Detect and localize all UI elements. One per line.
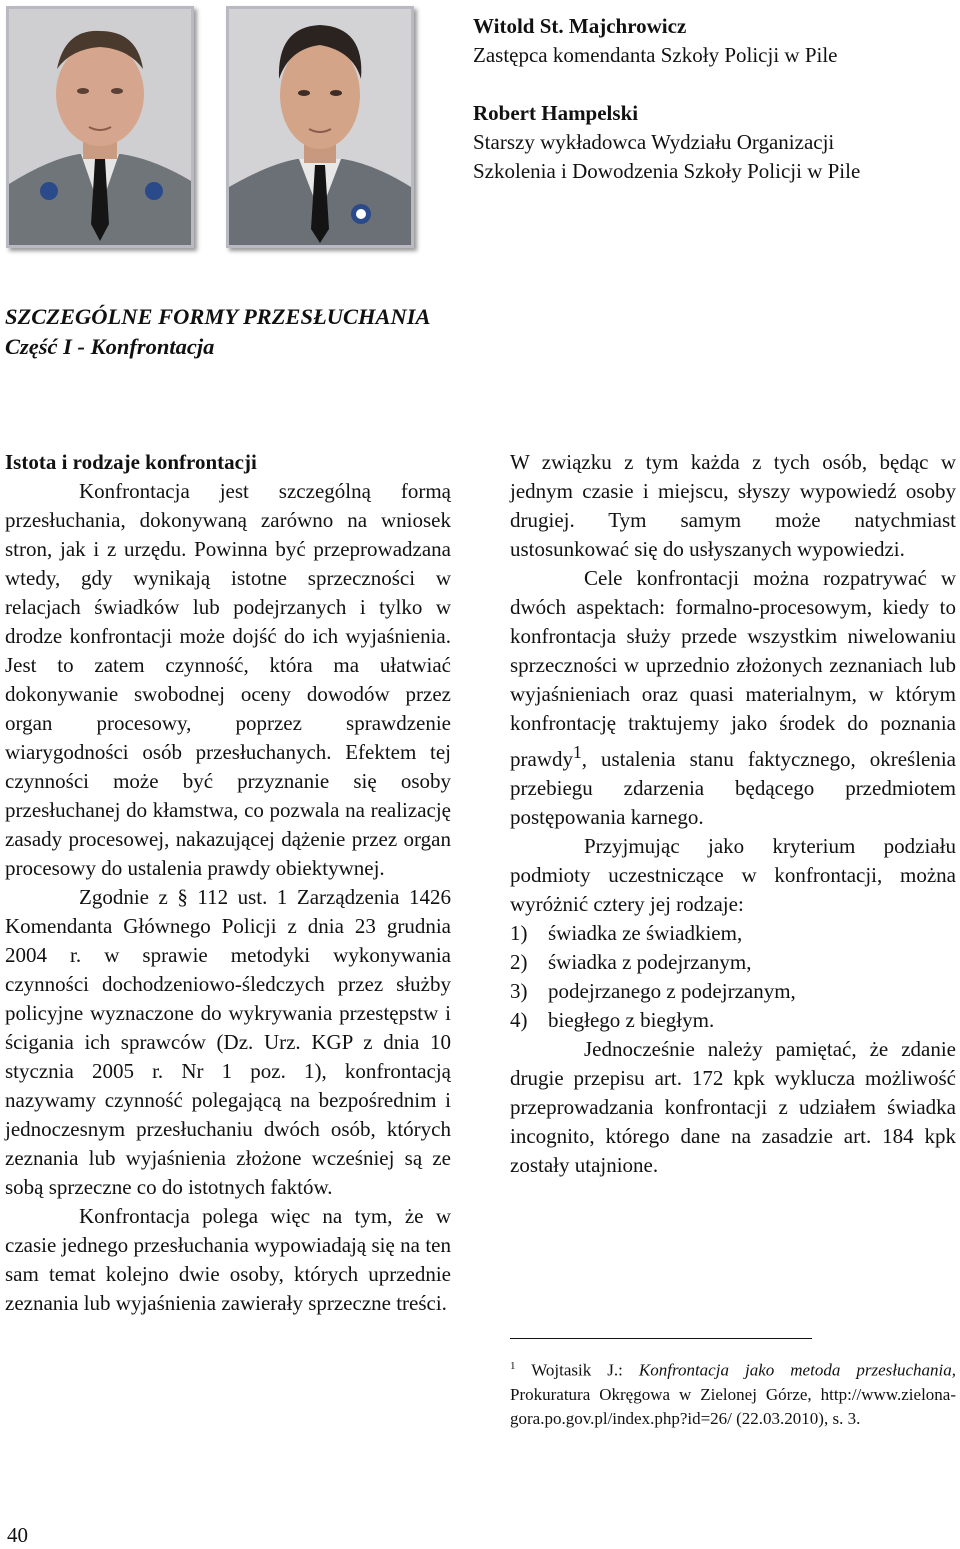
list-text: podejrzanego z podejrzanym,	[548, 979, 796, 1003]
author-1	[473, 12, 943, 70]
footnote-title: Konfrontacja jako metoda przesłuchania,	[638, 1360, 956, 1380]
author-photo-hampelski	[226, 6, 414, 248]
types-list	[510, 919, 956, 1035]
list-text: świadka ze świadkiem,	[548, 921, 743, 945]
author-2	[473, 99, 943, 186]
list-item	[510, 1006, 956, 1035]
list-item	[510, 948, 956, 977]
footnote-source: Prokuratura Okręgowa w Zielonej Górze, http://www.zielona-gora.po.gov.pl/index.php?id=26/ (22.03.2010), s. 3.	[510, 1384, 956, 1428]
paragraph: Konfrontacja jest szczególną formą przesłuchania, dokonywaną zarówno na wniosek stron, jak i z urzędu. Powinna być przeprowadzana wtedy, gdy wynikają istotne sprzeczności w relacjach świadków lub podejrzanych i tylko w drodze konfrontacji może dojść do ich wyjaśnienia. Jest to zatem czynność, która ma ułatwiać dokonywanie swobodnej oceny dowodów przez organ procesowy, poprzez sprawdzenie wiarygodności osób przesłuchanych. Efektem tej czynności może być przyznanie się osoby przesłuchanej do kłamstwa, co pozwala na realizację zasady procesowej, nakazującej dążenie przez organ procesowy do ustalenia prawdy obiektywnej.	[5, 479, 451, 880]
authors-block	[473, 12, 943, 215]
left-column	[5, 448, 451, 1318]
list-number: 4)	[510, 1008, 528, 1032]
paragraph: W związku z tym każda z tych osób, będąc w jednym czasie i miejscu, słyszy wypowiedź osoby drugiej. Tym samym może natychmiast ustosunkować się do usłyszanych wypowiedzi.	[510, 450, 956, 561]
section-heading: Istota i rodzaje konfrontacji	[5, 450, 257, 474]
paragraph: Przyjmując jako kryterium podziału podmioty uczestniczące w konfrontacji, można wyróżnić cztery jej rodzaje:	[510, 834, 956, 916]
article-title	[5, 302, 430, 362]
author-photo-majchrowicz	[6, 6, 194, 248]
author-name: Robert Hampelski	[473, 101, 639, 125]
paragraph	[510, 564, 956, 832]
list-number: 3)	[510, 979, 528, 1003]
author-role: Zastępca komendanta Szkoły Policji w Pile	[473, 43, 838, 67]
paragraph: Zgodnie z § 112 ust. 1 Zarządzenia 1426 Komendanta Głównego Policji z dnia 23 grudnia 2004 r. w sprawie metodyki wykonywania czynności dochodzeniowo-śledczych przez służby policyjne wyznaczone do wykrywania przestępstw i ścigania ich sprawców (Dz. Urz. KGP z dnia 10 stycznia 2005 r. Nr 1 poz. 1), konfrontacją nazywamy czynność polegającą na bezpośrednim i jednoczesnym przesłuchaniu dwóch osób, których zeznania lub wyjaśnienia złożone wcześniej są ze sobą sprzeczne co do istotnych faktów.	[5, 885, 451, 1199]
list-text: biegłego z biegłym.	[548, 1008, 715, 1032]
footnote-divider	[510, 1338, 812, 1339]
right-column	[510, 448, 956, 1180]
page-number: 40	[7, 1523, 28, 1547]
article-title-sub: Część I - Konfrontacja	[5, 334, 215, 359]
list-number: 2)	[510, 950, 528, 974]
paragraph: Jednocześnie należy pamiętać, że zdanie drugie przepisu art. 172 kpk wyklucza możliwość przeprowadzania konfrontacji z udziałem świadka incognito, którego dane na zasadzie art. 184 kpk zostały utajnione.	[510, 1037, 956, 1177]
author-name: Witold St. Majchrowicz	[473, 14, 687, 38]
paragraph: Konfrontacja polega więc na tym, że w czasie jednego przesłuchania wypowiadają się na ten sam temat kolejno dwie osoby, których uprzednie zeznania lub wyjaśnienia zawierały sprzeczne treści.	[5, 1204, 451, 1315]
list-number: 1)	[510, 921, 528, 945]
paragraph-text: Cele konfrontacji można rozpatrywać w dwóch aspektach: formalno-procesowym, kiedy to konfrontacja służy przede wszystkim niwelowaniu sprzeczności w uprzednio złożonych zeznaniach lub wyjaśnieniach oraz quasi materialnym, w którym konfrontację traktujemy jako środek do poznania prawdy	[510, 566, 956, 771]
footnote-marker[interactable]: 1	[572, 742, 582, 762]
footnote-author: Wojtasik J.:	[531, 1360, 623, 1380]
list-text: świadka z podejrzanym,	[548, 950, 752, 974]
list-item	[510, 977, 956, 1006]
author-role-line: Starszy wykładowca Wydziału Organizacji	[473, 130, 835, 154]
author-role-line: Szkolenia i Dowodzenia Szkoły Policji w Pile	[473, 159, 861, 183]
list-item	[510, 919, 956, 948]
footnote-number: 1	[510, 1360, 516, 1372]
footnote	[510, 1354, 956, 1431]
paragraph-text: , ustalenia stanu faktycznego, określenia przebiegu zdarzenia będącego przedmiotem postępowania karnego.	[510, 747, 956, 829]
article-title-main: SZCZEGÓLNE FORMY PRZESŁUCHANIA	[5, 304, 431, 329]
